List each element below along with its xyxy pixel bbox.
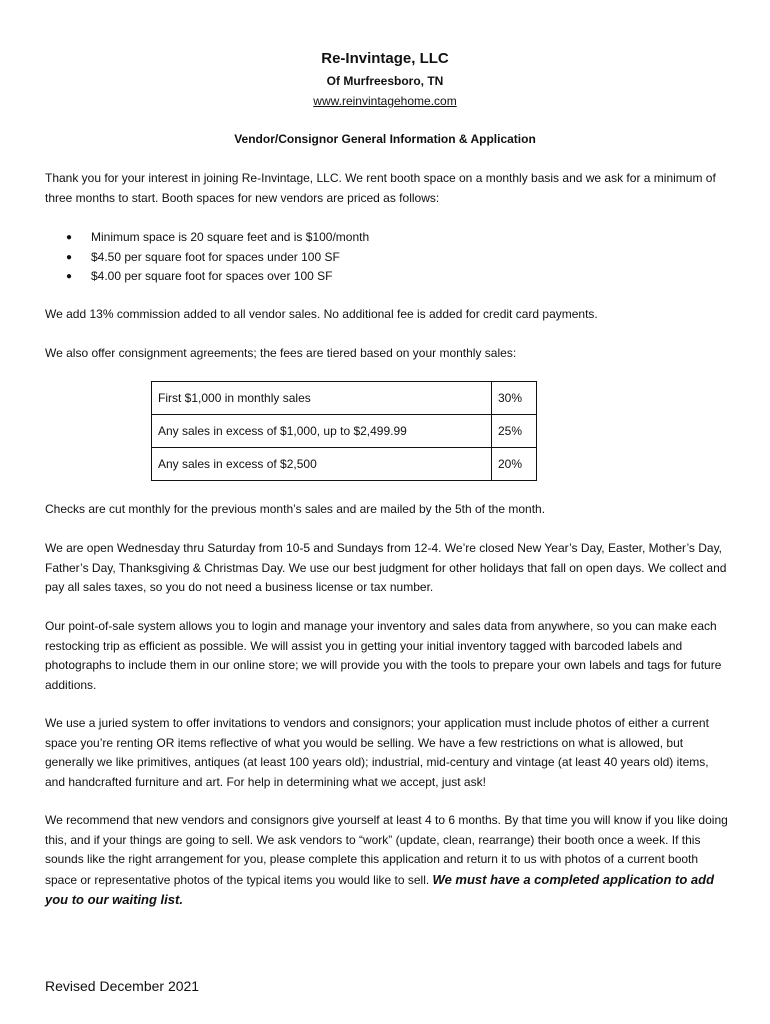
fee-rate: 20% bbox=[492, 448, 537, 481]
document-heading: Vendor/Consignor General Information & Application bbox=[234, 132, 536, 146]
intro-paragraph: Thank you for your interest in joining Re-Invintage, LLC. We rent booth space on a monthly basis and we ask for a minimum of three months to start. Booth spaces for new vendors are priced as follows: bbox=[45, 171, 716, 205]
consignment-intro: We also offer consignment agreements; the fees are tiered based on your monthly sales: bbox=[45, 346, 517, 360]
table-row bbox=[152, 448, 537, 481]
pricing-item: ● $4.00 per square foot for spaces over 100 SF bbox=[66, 267, 369, 287]
company-title: Re-Invintage, LLC bbox=[321, 50, 449, 67]
website-link[interactable]: www.reinvintagehome.com bbox=[313, 94, 457, 108]
waiting-list-emphasis: We must have a completed application to add you to our waiting list. bbox=[45, 871, 715, 907]
pricing-item: ● $4.50 per square foot for spaces under 100 SF bbox=[66, 248, 369, 268]
commission-paragraph: We add 13% commission added to all vendor sales. No additional fee is added for credit card payments. bbox=[45, 307, 598, 321]
fee-rate: 25% bbox=[492, 415, 537, 448]
fee-description: First $1,000 in monthly sales bbox=[152, 382, 492, 415]
consignment-fee-table bbox=[151, 381, 537, 481]
juried-paragraph: We use a juried system to offer invitations to vendors and consignors; your application must include photos of either a current space you’re renting OR items reflective of what you would be selling. We have a few restrictions on what is allowed, but generally we like primitives, antiques (at least 100 years old); industrial, mid-century and vintage (at least 40 years old) items, and handcrafted furniture and art. For help in determining what we accept, just ask! bbox=[45, 716, 709, 789]
fee-rate: 30% bbox=[492, 382, 537, 415]
fee-description: Any sales in excess of $2,500 bbox=[152, 448, 492, 481]
recommend-text: We recommend that new vendors and consignors give yourself at least 4 to 6 months. By that time you will know if you like doing this, and if your things are going to sell. We ask vendors to “work” (update, clean, rearrange) their booth once a week. If this sounds like the right arrangement for you, please complete this application and return it to us with photos of a current booth space or representative photos of the typical items you would like to sell. bbox=[45, 813, 728, 887]
checks-paragraph: Checks are cut monthly for the previous month’s sales and are mailed by the 5th of the month. bbox=[45, 502, 546, 516]
pricing-item: ● Minimum space is 20 square feet and is $100/month bbox=[66, 228, 369, 248]
table-row bbox=[152, 415, 537, 448]
pricing-list bbox=[66, 228, 369, 287]
hours-paragraph: We are open Wednesday thru Saturday from 10-5 and Sundays from 12-4. We’re closed New Year’s Day, Easter, Mother’s Day, Father’s Day, Thanksgiving & Christmas Day. We use our best judgment for other holidays that fall on open days. We collect and pay all sales taxes, so you do not need a business license or tax number. bbox=[45, 541, 727, 594]
table-row bbox=[152, 382, 537, 415]
pos-paragraph: Our point-of-sale system allows you to login and manage your inventory and sales data from anywhere, so you can make each restocking trip as efficient as possible. We will assist you in getting your initial inventory tagged with barcoded labels and photographs to include them in our online store; we will provide you with the tools to prepare your own labels and tags for future additions. bbox=[45, 619, 722, 692]
company-location: Of Murfreesboro, TN bbox=[326, 74, 444, 88]
revision-footer: Revised December 2021 bbox=[45, 978, 200, 994]
recommend-paragraph bbox=[45, 811, 730, 911]
fee-description: Any sales in excess of $1,000, up to $2,499.99 bbox=[152, 415, 492, 448]
